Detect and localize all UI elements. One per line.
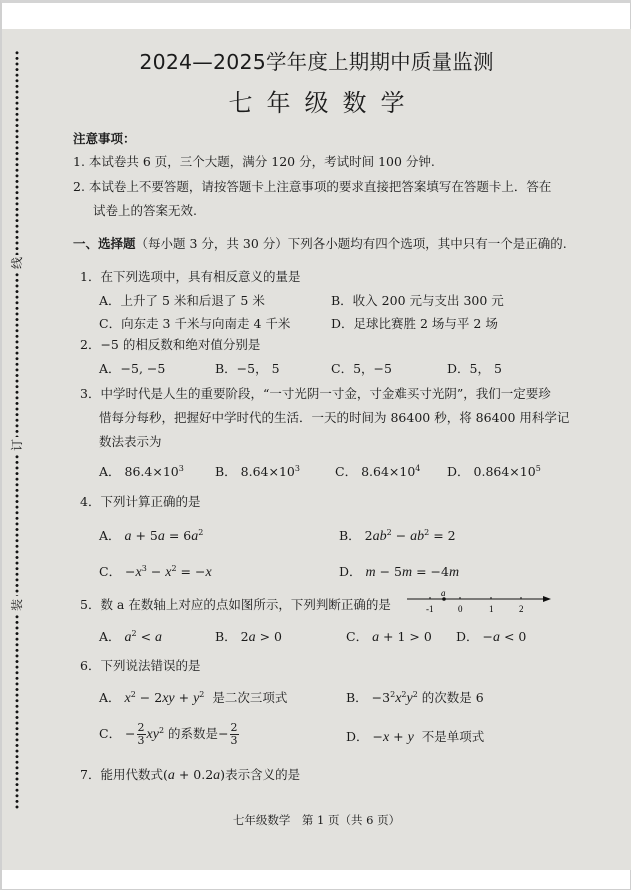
- question-1-option-a: A．上升了 5 米和后退了 5 米: [99, 293, 265, 308]
- question-5-stem: 5．数 a 在数轴上对应的点如图所示，下列判断正确的是: [80, 597, 391, 612]
- question-2-option-a: A．−5, −5: [99, 361, 166, 376]
- question-1-option-b: B．收入 200 元与支出 300 元: [331, 293, 504, 308]
- exam-title: 2024—2025学年度上期期中质量监测: [139, 50, 494, 74]
- notes-heading: 注意事项：: [73, 131, 136, 146]
- svg-text:0: 0: [458, 604, 463, 614]
- svg-text:a: a: [441, 588, 446, 598]
- question-6-option-d: D． −x + y 不是单项式: [346, 729, 485, 745]
- binding-label-ding: 订: [10, 439, 24, 452]
- question-6-option-c: C． − $\frac{2}{3}$ $xy^2$ 的系数是− $\frac{2}{3}$: [99, 721, 238, 747]
- question-4-option-d: D． m − 5m = −4m: [339, 564, 460, 580]
- question-1-option-d: D．足球比赛胜 2 场与平 2 场: [331, 316, 498, 331]
- note-item-2-cont: 试卷上的答案无效.: [93, 203, 197, 218]
- question-6-option-b: B． $-3^2x^2y^2$ 的次数是 6: [346, 690, 484, 706]
- question-3-stem-line2: 惜每分每秒，把握好中学时代的生活．一天的时间为 86400 秒，将 86400 用科学记: [99, 410, 570, 425]
- question-4-option-a: A． $a + 5a = 6a^2$: [99, 528, 204, 544]
- question-5-option-c: C． a + 1 > 0: [346, 629, 432, 645]
- note-item-1: 1. 本试卷共 6 页，三个大题，满分 120 分，考试时间 100 分钟.: [73, 154, 435, 169]
- question-4-stem: 4．下列计算正确的是: [80, 494, 201, 509]
- question-1-stem: 1．在下列选项中，具有相反意义的量是: [80, 269, 301, 284]
- question-3-stem-line3: 数法表示为: [99, 434, 162, 449]
- binding-line: [10, 50, 24, 810]
- question-5-option-b: B． 2a > 0: [215, 629, 282, 645]
- dotted-line: [15, 614, 19, 810]
- section-desc: （每小题 3 分，共 30 分）下列各小题均有四个选项，其中只有一个是正确的.: [135, 236, 567, 251]
- question-4-option-b: B． $2ab^2 - ab^2 = 2$: [339, 528, 456, 544]
- svg-text:-1: -1: [426, 604, 434, 614]
- dotted-line: [15, 50, 19, 255]
- note-item-2: 2. 本试卷上不要答题，请按答题卡上注意事项的要求直接把答案填写在答题卡上．答在: [73, 179, 552, 194]
- exam-subtitle: 七年级数学: [228, 89, 419, 117]
- question-3-stem-line1: 3．中学时代是人生的重要阶段，“一寸光阴一寸金，寸金难买寸光阴”，我们一定要珍: [80, 386, 551, 401]
- svg-text:1: 1: [489, 604, 494, 614]
- question-2-stem: 2．−5 的相反数和绝对值分别是: [80, 337, 261, 352]
- question-6-stem: 6．下列说法错误的是: [80, 658, 201, 673]
- question-6-option-a: A． $x^2 - 2xy + y^2$ 是二次三项式: [99, 690, 288, 706]
- question-7-stem: 7．能用代数式(a + 0.2a)表示含义的是: [80, 767, 301, 783]
- page-footer: 七年级数学 第 1 页（共 6 页）: [232, 813, 401, 827]
- dotted-line: [15, 272, 19, 437]
- question-3-option-c: C． $8.64\times 10^4$: [335, 464, 421, 479]
- question-5-option-a: A． $a^2 < a$: [99, 629, 163, 645]
- binding-label-xian: 线: [10, 257, 24, 270]
- question-2-option-c: C．5，−5: [331, 361, 392, 376]
- question-1-option-c: C．向东走 3 千米与向南走 4 千米: [99, 316, 291, 331]
- question-5-option-d: D． −a < 0: [456, 629, 527, 645]
- question-3-option-d: D． $0.864\times 10^5$: [447, 464, 541, 479]
- question-3-option-b: B． $8.64\times 10^3$: [215, 464, 300, 479]
- svg-text:2: 2: [519, 604, 524, 614]
- question-2-option-b: B．−5， 5: [215, 361, 280, 376]
- question-3-option-a: A． $86.4\times 10^3$: [99, 464, 184, 479]
- binding-label-zhuang: 装: [10, 599, 24, 612]
- question-4-option-c: C． $-x^3 - x^2 = -x$: [99, 564, 212, 580]
- section-heading: [73, 234, 567, 252]
- question-2-option-d: D．5， 5: [447, 361, 502, 376]
- number-line-figure: [405, 588, 553, 616]
- dotted-line: [15, 454, 19, 596]
- section-title: 一、选择题: [73, 236, 136, 251]
